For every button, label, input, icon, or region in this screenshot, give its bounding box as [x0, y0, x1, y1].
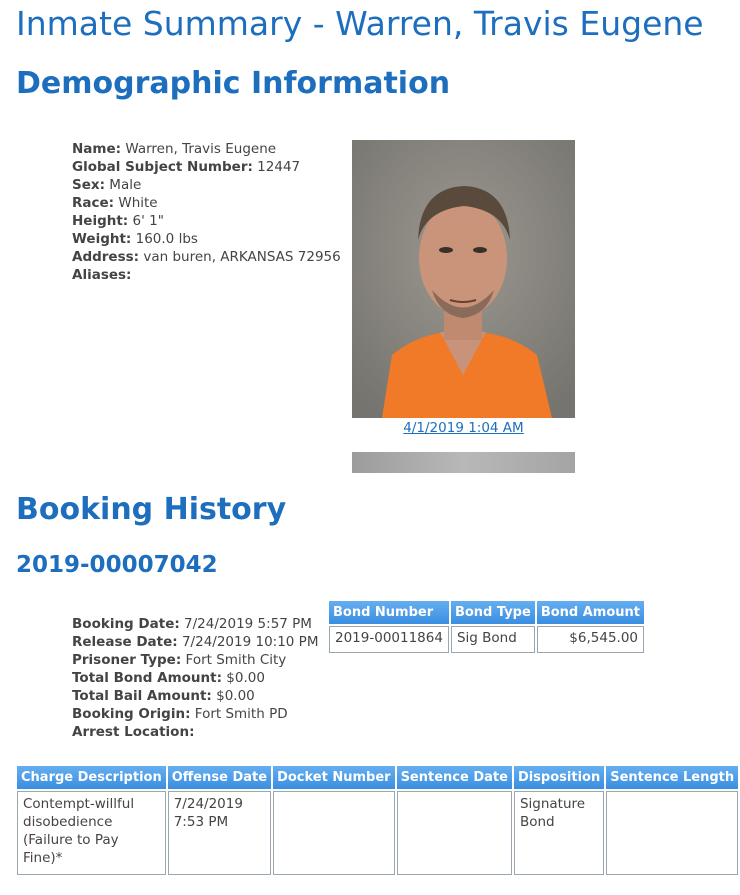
field-name: Name: Warren, Travis Eugene — [72, 141, 277, 157]
booking-number: 2019-00007042 — [16, 552, 218, 578]
sentence-length-cell — [606, 791, 738, 875]
field-booking-origin: Booking Origin: Fort Smith PD — [72, 706, 288, 722]
bond-table-header — [329, 601, 644, 624]
sentence-date-cell — [397, 791, 512, 875]
page-title: Inmate Summary - Warren, Travis Eugene — [16, 4, 704, 43]
col-bond-amount[interactable]: Bond Amount — [537, 601, 644, 624]
col-docket-number[interactable]: Docket Number — [273, 766, 395, 789]
photo-thumbnail-strip[interactable] — [352, 452, 575, 473]
col-sentence-length[interactable]: Sentence Length — [606, 766, 738, 789]
bond-type-cell: Sig Bond — [451, 626, 535, 653]
field-height: Height: 6' 1" — [72, 213, 164, 229]
col-disposition[interactable]: Disposition — [514, 766, 604, 789]
table-row — [17, 791, 738, 875]
table-row — [329, 626, 644, 653]
field-sex: Sex: Male — [72, 177, 142, 193]
charges-table — [15, 764, 740, 877]
docket-number-cell — [273, 791, 395, 875]
charge-description-cell: Contempt-willful disobedience (Failure to Pay Fine)* — [17, 791, 166, 875]
offense-date-cell: 7/24/2019 7:53 PM — [168, 791, 271, 875]
field-release-date: Release Date: 7/24/2019 10:10 PM — [72, 634, 319, 650]
field-booking-date: Booking Date: 7/24/2019 5:57 PM — [72, 616, 312, 632]
col-bond-number[interactable]: Bond Number — [329, 601, 449, 624]
photo-date-link[interactable]: 4/1/2019 1:04 AM — [403, 420, 524, 436]
field-race: Race: White — [72, 195, 158, 211]
charges-table-header — [17, 766, 738, 789]
col-sentence-date[interactable]: Sentence Date — [397, 766, 512, 789]
field-address: Address: van buren, ARKANSAS 72956 — [72, 249, 341, 265]
demographic-heading: Demographic Information — [16, 66, 451, 101]
field-total-bail-amount: Total Bail Amount: $0.00 — [72, 688, 255, 704]
bond-number-cell: 2019-00011864 — [329, 626, 449, 653]
col-offense-date[interactable]: Offense Date — [168, 766, 271, 789]
mugshot-photo[interactable] — [352, 140, 575, 418]
field-weight: Weight: 160.0 lbs — [72, 231, 198, 247]
field-global-subject-number: Global Subject Number: 12447 — [72, 159, 301, 175]
col-charge-description[interactable]: Charge Description — [17, 766, 166, 789]
field-total-bond-amount: Total Bond Amount: $0.00 — [72, 670, 265, 686]
demographic-fields — [72, 140, 341, 284]
field-arrest-location: Arrest Location: — [72, 724, 195, 740]
bond-table — [327, 599, 646, 655]
disposition-cell: Signature Bond — [514, 791, 604, 875]
field-aliases: Aliases: — [72, 267, 132, 283]
field-prisoner-type: Prisoner Type: Fort Smith City — [72, 652, 287, 668]
booking-history-heading: Booking History — [16, 492, 287, 527]
col-bond-type[interactable]: Bond Type — [451, 601, 535, 624]
booking-fields — [72, 615, 318, 741]
bond-amount-cell: $6,545.00 — [537, 626, 644, 653]
